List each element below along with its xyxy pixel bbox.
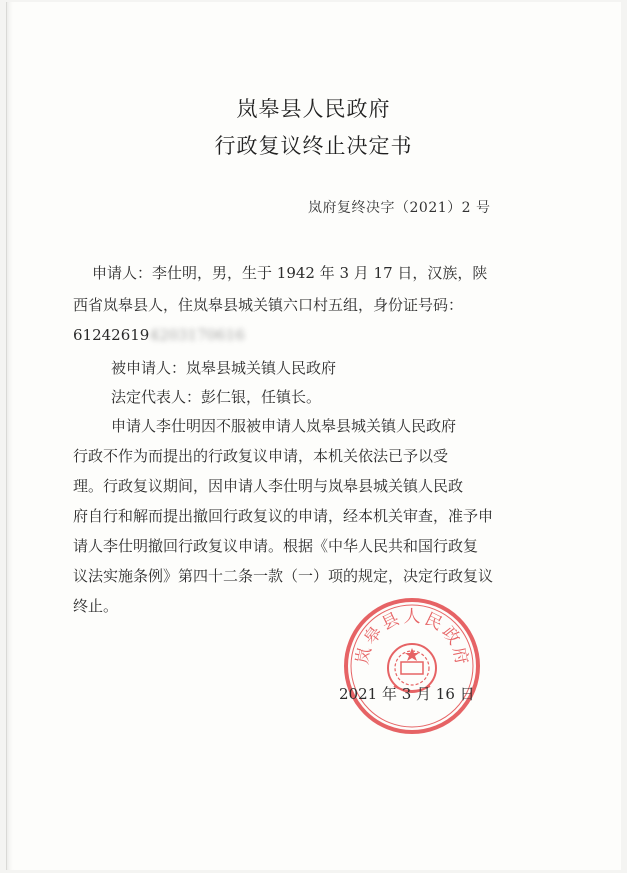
- document-number: 岚府复终决字（2021）2 号: [308, 200, 491, 216]
- body-line-5: 请人李仕明撤回行政复议申请。根据《中华人民共和国行政复: [73, 537, 479, 555]
- legal-representative-line: 法定代表人：彭仁银，任镇长。: [111, 388, 322, 406]
- svg-text:民: 民: [421, 609, 446, 635]
- body-line-1: 申请人李仕明因不服被申请人岚皋县城关镇人民政府: [111, 417, 457, 435]
- official-seal-icon: [342, 596, 482, 736]
- svg-text:岚: 岚: [352, 645, 376, 667]
- svg-text:府: 府: [448, 645, 472, 667]
- document-date: 2021 年 3 月 16 日: [339, 685, 475, 703]
- body-line-2: 行政不作为而提出的行政复议申请，本机关依法已予以受: [73, 447, 449, 465]
- body-line-3: 理。行政复议期间，因申请人李仕明与岚皋县城关镇人民政: [73, 477, 464, 495]
- body-line-4: 府自行和解而提出撤回行政复议的申请，经本机关审查，准予申: [73, 507, 494, 525]
- svg-text:县: 县: [378, 609, 403, 635]
- applicant-line2: 西省岚皋县人，住岚皋县城关镇六口村五组，身份证号码：: [73, 296, 464, 314]
- body-line-6: 议法实施条例》第四十二条一款（一）项的规定，决定行政复议: [73, 567, 494, 585]
- id-number: [73, 326, 245, 344]
- id-number-visible: 61242619: [73, 326, 150, 344]
- document-title-line2: 行政复议终止决定书: [214, 134, 413, 158]
- svg-text:皋: 皋: [360, 622, 387, 649]
- body-line-7: 终止。: [73, 597, 119, 615]
- applicant-line1: 申请人：李仕明，男，生于 1942 年 3 月 17 日，汉族，陕: [92, 264, 488, 282]
- svg-text:人: 人: [403, 607, 421, 627]
- respondent-line: 被申请人：岚皋县城关镇人民政府: [111, 359, 337, 377]
- document-title-line1: 岚皋县人民政府: [236, 97, 391, 121]
- id-number-redacted: 4203170616: [149, 326, 245, 344]
- svg-text:政: 政: [437, 622, 464, 649]
